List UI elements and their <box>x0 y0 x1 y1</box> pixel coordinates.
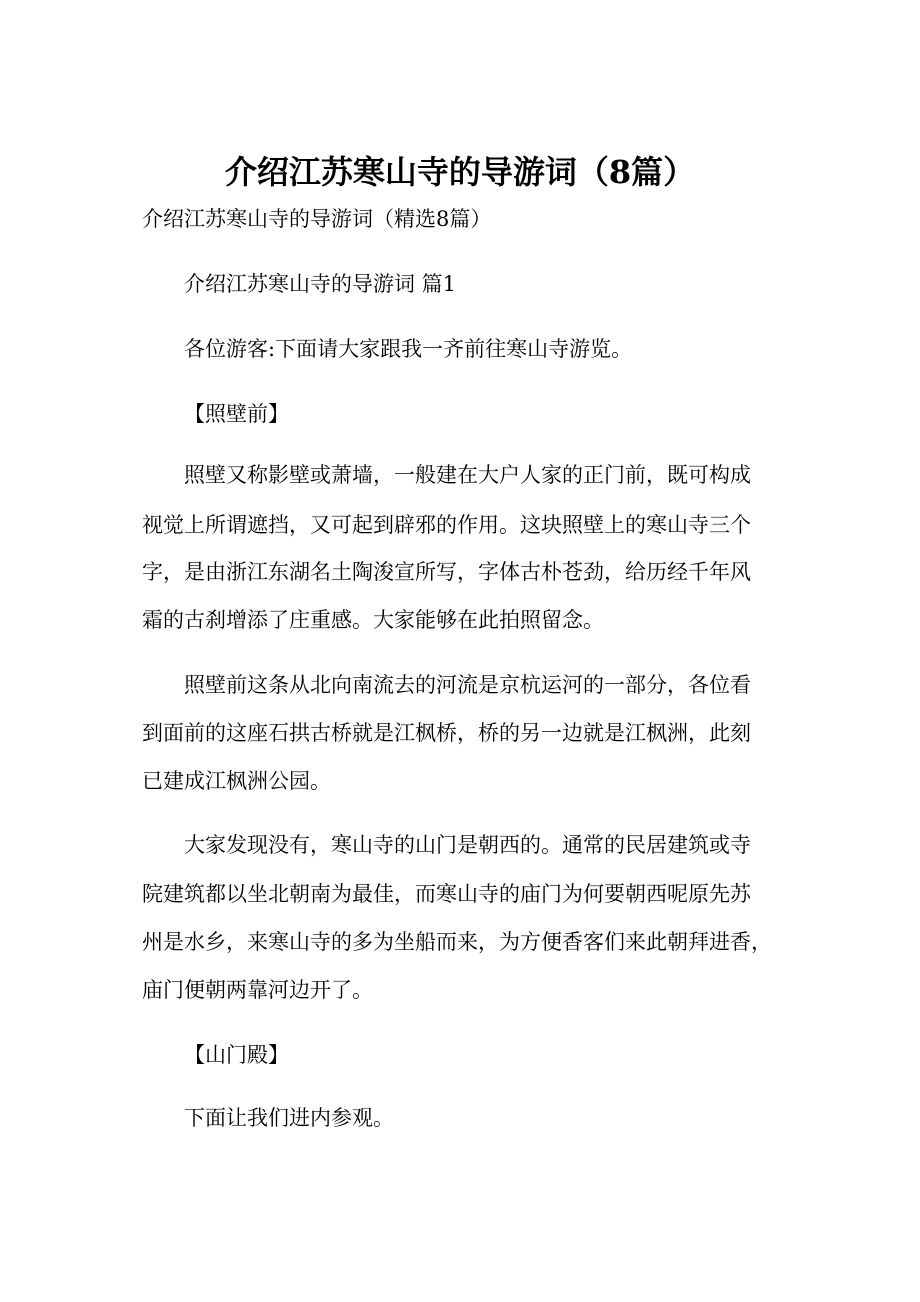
section-heading: 介绍江苏寒山寺的导游词 篇1 <box>184 272 457 296</box>
paragraph-line: 大家发现没有，寒山寺的山门是朝西的。通常的民居建筑或寺 <box>184 833 751 857</box>
heading-zhaobi: 【照壁前】 <box>184 402 289 426</box>
paragraph-line: 庙门便朝两靠河边开了。 <box>142 978 373 1002</box>
paragraph-line: 视觉上所谓遮挡，又可起到辟邪的作用。这块照壁上的寒山寺三个 <box>142 513 751 537</box>
paragraph-line: 霜的古刹增添了庄重感。大家能够在此拍照留念。 <box>142 608 604 632</box>
paragraph-line: 到面前的这座石拱古桥就是江枫桥，桥的另一边就是江枫洲，此刻 <box>142 721 751 745</box>
paragraph-line: 下面让我们进内参观。 <box>184 1106 394 1130</box>
paragraph-line: 字，是由浙江东湖名土陶浚宣所写，字体古朴苍劲，给历经千年风 <box>142 560 751 584</box>
paragraph-line: 已建成江枫洲公园。 <box>142 769 331 793</box>
document-title: 介绍江苏寒山寺的导游词（8篇） <box>224 153 696 191</box>
paragraph-line: 照壁前这条从北向南流去的河流是京杭运河的一部分，各位看 <box>184 673 751 697</box>
paragraph-line: 州是水乡，来寒山寺的多为坐船而来，为方便香客们来此朝拜进香， <box>142 930 772 954</box>
document-subtitle: 介绍江苏寒山寺的导游词（精选8篇） <box>142 207 492 231</box>
heading-shanmen: 【山门殿】 <box>184 1043 289 1067</box>
greeting-paragraph: 各位游客:下面请大家跟我一齐前往寒山寺游览。 <box>184 337 633 361</box>
paragraph-line: 照壁又称影壁或萧墙，一般建在大户人家的正门前，既可构成 <box>184 463 751 487</box>
paragraph-line: 院建筑都以坐北朝南为最佳，而寒山寺的庙门为何要朝西呢原先苏 <box>142 882 751 906</box>
